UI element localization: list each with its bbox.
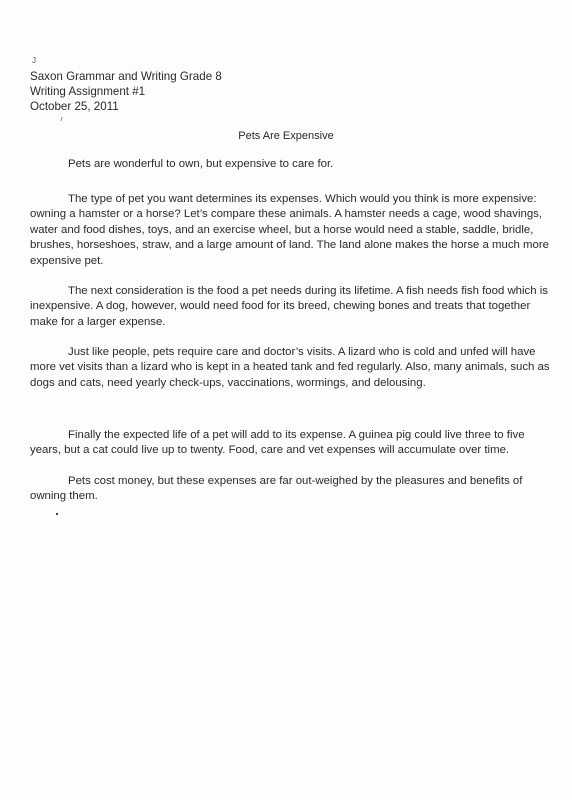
header-spacer <box>30 54 222 69</box>
paragraph-type-of-pet <box>30 192 550 269</box>
paragraph-text: Just like people, pets require care and doctor’s visits. A lizard who is cold and unfed will have more vet visits than a lizard who is kept in a heated tank and fed regularly. Also, many animals, such as dogs and cats, need yearly check-ups, vaccinations, wormings, and delousing. <box>30 346 550 389</box>
assignment-name: Writing Assignment #1 <box>30 85 146 98</box>
paragraph-text: The type of pet you want determines its expenses. Which would you think is more expensive: owning a hamster or a horse? Let’s compare these animals. A hamster needs a cage, wood shavings, water and food dishes, toys, and an exercise wheel, but a horse would need a stable, saddle, bridle, brushes, horseshoes, straw, and a large amount of land. The land alone makes the horse a much more expensive pet. <box>30 193 549 267</box>
course-name: Saxon Grammar and Writing Grade 8 <box>30 70 222 83</box>
assignment-date: October 25, 2011 <box>30 100 119 113</box>
paragraph-text: The next consideration is the food a pet needs during its lifetime. A fish needs fish food which is inexpensive. A dog, however, would need food for its breed, chewing bones and treats that together make for a larger expense. <box>30 285 548 328</box>
paragraph-intro <box>30 157 550 172</box>
paragraph-life <box>30 428 550 459</box>
paragraph-text: Pets are wonderful to own, but expensive to care for. <box>68 158 334 170</box>
scan-speck <box>56 513 58 515</box>
paragraph-food <box>30 284 550 330</box>
document-header <box>30 54 222 114</box>
paragraph-text: Finally the expected life of a pet will add to its expense. A guinea pig could live three to five years, but a cat could live up to twenty. Food, care and vet expenses will accumulate over time. <box>30 429 525 457</box>
scan-mark <box>60 117 62 121</box>
essay-title: Pets Are Expensive <box>238 130 334 142</box>
header-initial: J <box>32 56 36 65</box>
paragraph-care <box>30 345 550 391</box>
paragraph-conclusion <box>30 474 550 505</box>
paragraph-text: Pets cost money, but these expenses are far out-weighed by the pleasures and benefits of owning them. <box>30 475 523 503</box>
